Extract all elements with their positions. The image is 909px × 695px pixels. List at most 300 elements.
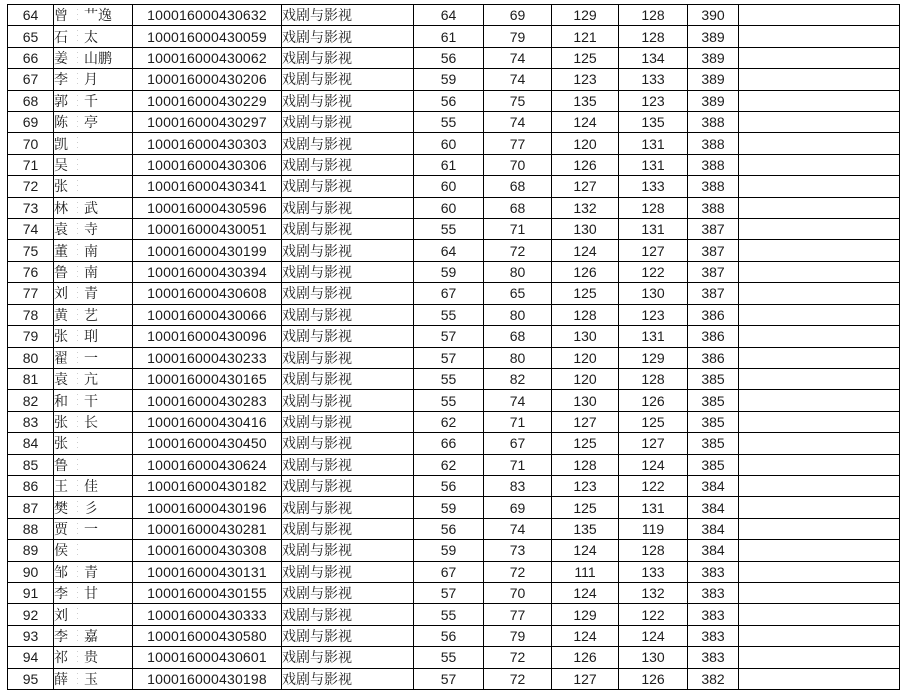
name-prefix: 樊 [54,499,68,516]
score-cell: 57 [414,326,484,347]
score-cell: 133 [619,561,688,582]
score-cell: 131 [619,497,688,518]
name-prefix: 曾 [54,7,68,24]
name-prefix: 姜 [54,50,68,67]
score-cell: 123 [552,475,619,496]
rank-cell: 91 [8,582,54,603]
score-cell: 74 [484,47,552,68]
table-row [8,133,900,154]
name-cell [54,604,133,625]
name-cell [54,368,133,389]
score-cell: 56 [414,47,484,68]
score-cell: 74 [484,69,552,90]
rank-cell: 79 [8,326,54,347]
name-redaction [68,266,84,281]
rank-cell: 69 [8,112,54,133]
name-suffix: 千 [84,92,98,109]
score-cell: 119 [619,518,688,539]
score-cell: 128 [619,5,688,26]
score-cell: 127 [619,433,688,454]
table-row [8,112,900,133]
rank-cell: 72 [8,176,54,197]
name-prefix: 陈 [54,114,68,131]
major-cell: 戏剧与影视 [282,240,414,261]
table-row [8,69,900,90]
name-cell [54,326,133,347]
candidate-id-cell: 100016000430450 [133,433,282,454]
candidate-id-cell: 100016000430341 [133,176,282,197]
name-cell [54,219,133,240]
candidate-id-cell: 100016000430062 [133,47,282,68]
major-cell: 戏剧与影视 [282,5,414,26]
rank-cell: 75 [8,240,54,261]
name-redaction [68,437,84,452]
score-cell: 70 [484,582,552,603]
name-suffix: 南 [84,264,98,281]
name-redaction [68,566,84,581]
table-row [8,668,900,689]
notes-cell [739,390,900,411]
notes-cell [739,5,900,26]
name-cell [54,47,133,68]
table-row [8,368,900,389]
score-cell: 130 [552,219,619,240]
name-prefix: 侯 [54,542,68,559]
score-cell: 124 [619,625,688,646]
notes-cell [739,347,900,368]
score-cell: 131 [619,219,688,240]
candidate-id-cell: 100016000430199 [133,240,282,261]
score-cell: 60 [414,133,484,154]
table-row [8,475,900,496]
notes-cell [739,454,900,475]
score-cell: 132 [552,197,619,218]
rank-cell: 85 [8,454,54,475]
score-cell: 70 [484,154,552,175]
total-cell: 388 [688,176,739,197]
score-cell: 59 [414,261,484,282]
name-prefix: 鲁 [54,264,68,281]
table-row [8,647,900,668]
major-cell: 戏剧与影视 [282,219,414,240]
major-cell: 戏剧与影视 [282,154,414,175]
score-cell: 128 [619,26,688,47]
notes-cell [739,47,900,68]
score-cell: 122 [619,475,688,496]
name-suffix: 太 [84,28,98,45]
total-cell: 385 [688,433,739,454]
total-cell: 383 [688,604,739,625]
table-row [8,625,900,646]
score-cell: 124 [552,112,619,133]
name-cell [54,26,133,47]
score-cell: 59 [414,540,484,561]
score-cell: 133 [619,69,688,90]
total-cell: 390 [688,5,739,26]
name-cell [54,69,133,90]
major-cell: 戏剧与影视 [282,475,414,496]
score-cell: 131 [619,133,688,154]
table-row [8,304,900,325]
score-cell: 129 [619,347,688,368]
notes-cell [739,411,900,432]
score-cell: 60 [414,197,484,218]
name-prefix: 李 [54,627,68,644]
name-redaction [68,73,84,88]
notes-cell [739,304,900,325]
score-cell: 111 [552,561,619,582]
score-cell: 128 [619,540,688,561]
score-cell: 57 [414,582,484,603]
name-redaction [68,501,84,516]
rank-cell: 77 [8,283,54,304]
major-cell: 戏剧与影视 [282,497,414,518]
name-suffix: 彡 [84,499,98,516]
notes-cell [739,582,900,603]
score-cell: 55 [414,368,484,389]
score-cell: 130 [552,390,619,411]
table-row [8,411,900,432]
score-cell: 131 [619,154,688,175]
total-cell: 384 [688,497,739,518]
score-cell: 125 [552,283,619,304]
notes-cell [739,197,900,218]
major-cell: 戏剧与影视 [282,668,414,689]
total-cell: 383 [688,625,739,646]
name-redaction [68,52,84,67]
score-cell: 55 [414,390,484,411]
candidate-id-cell: 100016000430182 [133,475,282,496]
notes-cell [739,497,900,518]
name-redaction [68,651,84,666]
score-cell: 133 [619,176,688,197]
major-cell: 戏剧与影视 [282,540,414,561]
table-row [8,497,900,518]
score-cell: 79 [484,625,552,646]
score-cell: 72 [484,561,552,582]
total-cell: 389 [688,26,739,47]
name-redaction [68,480,84,495]
major-cell: 戏剧与影视 [282,326,414,347]
total-cell: 389 [688,69,739,90]
name-cell [54,283,133,304]
name-suffix: 艺 [84,306,98,323]
score-cell: 128 [619,368,688,389]
score-cell: 134 [619,47,688,68]
score-cell: 55 [414,219,484,240]
name-redaction [68,244,84,259]
score-cell: 56 [414,90,484,111]
score-cell: 57 [414,347,484,368]
total-cell: 385 [688,411,739,432]
score-cell: 124 [552,240,619,261]
score-cell: 55 [414,647,484,668]
score-cell: 66 [414,433,484,454]
notes-cell [739,475,900,496]
score-cell: 80 [484,347,552,368]
rank-cell: 82 [8,390,54,411]
rank-cell: 81 [8,368,54,389]
score-cell: 129 [552,604,619,625]
name-suffix: 南 [84,242,98,259]
candidate-id-cell: 100016000430416 [133,411,282,432]
score-cell: 80 [484,261,552,282]
rank-cell: 67 [8,69,54,90]
notes-cell [739,261,900,282]
table-row [8,154,900,175]
score-cell: 61 [414,154,484,175]
table-row [8,47,900,68]
name-prefix: 祁 [54,649,68,666]
rank-cell: 94 [8,647,54,668]
score-cell: 62 [414,454,484,475]
table-row [8,433,900,454]
candidate-id-cell: 100016000430281 [133,518,282,539]
name-prefix: 张 [54,413,68,430]
notes-cell [739,283,900,304]
name-prefix: 黄 [54,306,68,323]
score-cell: 68 [484,326,552,347]
name-suffix: 一 [84,520,98,537]
candidate-id-cell: 100016000430632 [133,5,282,26]
total-cell: 385 [688,390,739,411]
notes-cell [739,433,900,454]
score-cell: 77 [484,604,552,625]
major-cell: 戏剧与影视 [282,133,414,154]
score-cell: 127 [552,176,619,197]
major-cell: 戏剧与影视 [282,390,414,411]
score-cell: 71 [484,219,552,240]
name-suffix: 月 [84,71,98,88]
major-cell: 戏剧与影视 [282,112,414,133]
name-redaction [68,373,84,388]
notes-cell [739,625,900,646]
table-row [8,219,900,240]
total-cell: 385 [688,454,739,475]
table-row [8,561,900,582]
name-prefix: 吴 [54,157,68,174]
total-cell: 387 [688,283,739,304]
rank-cell: 78 [8,304,54,325]
total-cell: 387 [688,261,739,282]
name-redaction [68,30,84,45]
rank-cell: 90 [8,561,54,582]
name-redaction [68,330,84,345]
candidate-id-cell: 100016000430624 [133,454,282,475]
name-cell [54,582,133,603]
name-suffix: 干 [84,392,98,409]
name-cell [54,390,133,411]
score-cell: 61 [414,26,484,47]
candidate-id-cell: 100016000430059 [133,26,282,47]
name-cell [54,668,133,689]
name-cell [54,347,133,368]
name-prefix: 袁 [54,371,68,388]
rank-cell: 71 [8,154,54,175]
rank-cell: 83 [8,411,54,432]
major-cell: 戏剧与影视 [282,582,414,603]
major-cell: 戏剧与影视 [282,604,414,625]
name-prefix: 凯 [54,135,68,152]
name-redaction [68,223,84,238]
major-cell: 戏剧与影视 [282,47,414,68]
name-redaction [68,523,84,538]
score-cell: 59 [414,69,484,90]
name-prefix: 和 [54,392,68,409]
name-suffix: 青 [84,563,98,580]
notes-cell [739,133,900,154]
notes-cell [739,326,900,347]
name-suffix: 亢 [84,371,98,388]
candidate-id-cell: 100016000430283 [133,390,282,411]
total-cell: 388 [688,197,739,218]
score-cell: 124 [619,454,688,475]
major-cell: 戏剧与影视 [282,411,414,432]
rank-cell: 86 [8,475,54,496]
candidate-id-cell: 100016000430196 [133,497,282,518]
score-cell: 55 [414,112,484,133]
table-row [8,176,900,197]
major-cell: 戏剧与影视 [282,518,414,539]
name-suffix: 长 [84,413,98,430]
candidate-id-cell: 100016000430051 [133,219,282,240]
total-cell: 384 [688,475,739,496]
candidate-id-cell: 100016000430608 [133,283,282,304]
rank-cell: 70 [8,133,54,154]
score-cell: 127 [552,668,619,689]
name-redaction [68,544,84,559]
name-cell [54,112,133,133]
score-cell: 75 [484,90,552,111]
table-row [8,240,900,261]
table-row [8,26,900,47]
score-cell: 130 [619,647,688,668]
name-cell [54,5,133,26]
score-cell: 124 [552,625,619,646]
name-redaction [68,608,84,623]
notes-cell [739,518,900,539]
score-cell: 132 [619,582,688,603]
name-cell [54,647,133,668]
score-cell: 55 [414,604,484,625]
name-suffix: 武 [84,199,98,216]
score-cell: 72 [484,668,552,689]
name-prefix: 邹 [54,563,68,580]
candidate-id-cell: 100016000430306 [133,154,282,175]
name-suffix: 玉 [84,670,98,687]
table-row [8,5,900,26]
score-cell: 127 [552,411,619,432]
table-row [8,454,900,475]
score-cell: 135 [552,518,619,539]
rank-cell: 93 [8,625,54,646]
name-cell [54,475,133,496]
rank-cell: 66 [8,47,54,68]
notes-cell [739,112,900,133]
score-table-body [8,5,900,690]
score-cell: 123 [619,304,688,325]
name-cell [54,154,133,175]
score-cell: 121 [552,26,619,47]
major-cell: 戏剧与影视 [282,69,414,90]
score-cell: 125 [552,497,619,518]
table-row [8,90,900,111]
score-cell: 126 [619,390,688,411]
name-redaction [68,394,84,409]
name-prefix: 郭 [54,92,68,109]
major-cell: 戏剧与影视 [282,261,414,282]
total-cell: 386 [688,347,739,368]
rank-cell: 76 [8,261,54,282]
table-row [8,197,900,218]
notes-cell [739,176,900,197]
score-cell: 125 [619,411,688,432]
score-cell: 123 [552,69,619,90]
score-cell: 128 [552,304,619,325]
table-row [8,582,900,603]
notes-cell [739,604,900,625]
score-table [7,4,900,690]
rank-cell: 74 [8,219,54,240]
name-prefix: 石 [54,28,68,45]
name-prefix: 林 [54,199,68,216]
candidate-id-cell: 100016000430303 [133,133,282,154]
name-prefix: 董 [54,242,68,259]
name-suffix: 艹逸 [84,7,112,24]
score-cell: 71 [484,411,552,432]
name-prefix: 刘 [54,606,68,623]
name-prefix: 袁 [54,221,68,238]
name-redaction [68,416,84,431]
notes-cell [739,69,900,90]
candidate-id-cell: 100016000430198 [133,668,282,689]
name-cell [54,561,133,582]
score-cell: 79 [484,26,552,47]
name-prefix: 张 [54,435,68,452]
name-redaction [68,116,84,131]
total-cell: 386 [688,304,739,325]
candidate-id-cell: 100016000430066 [133,304,282,325]
name-cell [54,497,133,518]
total-cell: 389 [688,90,739,111]
score-cell: 57 [414,668,484,689]
name-redaction [68,9,84,24]
score-cell: 130 [619,283,688,304]
name-cell [54,454,133,475]
name-redaction [68,630,84,645]
name-cell [54,625,133,646]
name-redaction [68,309,84,324]
score-cell: 56 [414,625,484,646]
candidate-id-cell: 100016000430394 [133,261,282,282]
score-cell: 124 [552,582,619,603]
score-cell: 130 [552,326,619,347]
name-redaction [68,137,84,152]
table-row [8,540,900,561]
score-cell: 128 [552,454,619,475]
table-row [8,326,900,347]
name-prefix: 王 [54,478,68,495]
rank-cell: 68 [8,90,54,111]
score-cell: 122 [619,604,688,625]
score-cell: 56 [414,475,484,496]
notes-cell [739,26,900,47]
name-redaction [68,459,84,474]
score-cell: 126 [619,668,688,689]
total-cell: 383 [688,647,739,668]
rank-cell: 95 [8,668,54,689]
total-cell: 383 [688,561,739,582]
